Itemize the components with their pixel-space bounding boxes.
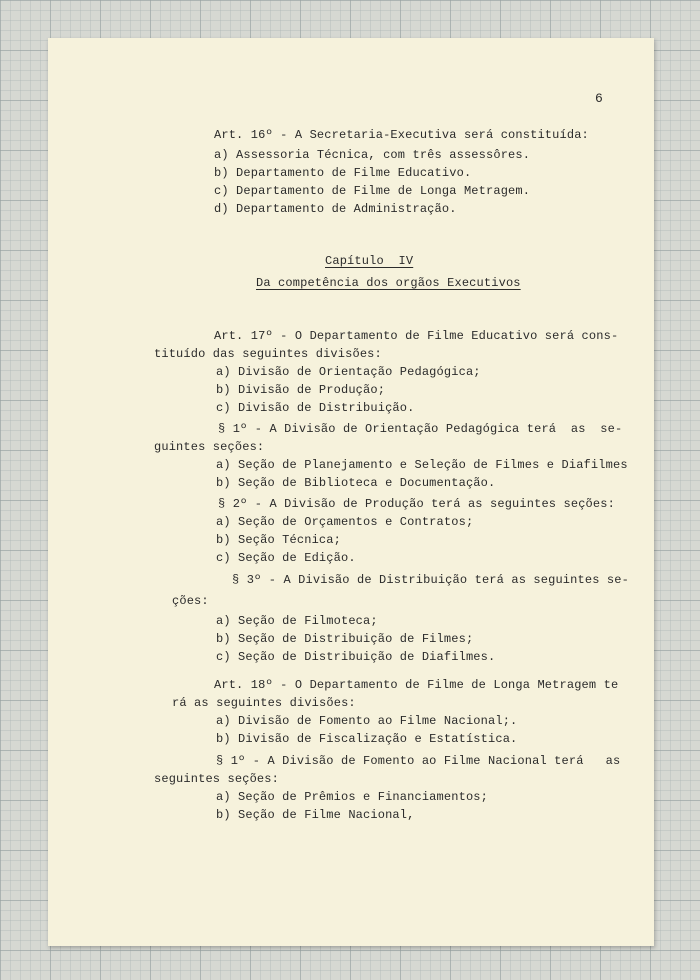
paragraph-line: ções: (172, 594, 209, 608)
list-item: b) Seção de Distribuição de Filmes; (216, 632, 474, 646)
article-16-heading: Art. 16º - A Secretaria-Executiva será constituída: (214, 128, 589, 142)
article-18-heading: Art. 18º - O Departamento de Filme de Longa Metragem te (214, 678, 619, 692)
section-paragraph: § 1º - A Divisão de Orientação Pedagógica terá as se- (218, 422, 623, 436)
list-item: c) Seção de Edição. (216, 551, 356, 565)
list-item: a) Seção de Prêmios e Financiamentos; (216, 790, 488, 804)
list-item: a) Seção de Orçamentos e Contratos; (216, 515, 474, 529)
list-item: b) Divisão de Fiscalização e Estatística. (216, 732, 518, 746)
page-number: 6 (595, 91, 603, 106)
section-paragraph: § 2º - A Divisão de Produção terá as seguintes seções: (218, 497, 615, 511)
list-item: b) Seção de Biblioteca e Documentação. (216, 476, 496, 490)
list-item: c) Seção de Distribuição de Diafilmes. (216, 650, 496, 664)
paragraph-line: rá as seguintes divisões: (172, 696, 356, 710)
paragraph-line: seguintes seções: (154, 772, 279, 786)
list-item: b) Seção de Filme Nacional, (216, 808, 415, 822)
list-item: b) Seção Técnica; (216, 533, 341, 547)
list-item: a) Divisão de Orientação Pedagógica; (216, 365, 481, 379)
list-item: d) Departamento de Administração. (214, 202, 457, 216)
list-item: a) Seção de Planejamento e Seleção de Filmes e Diafilmes (216, 458, 628, 472)
paragraph-line: tituído das seguintes divisões: (154, 347, 382, 361)
list-item: b) Divisão de Produção; (216, 383, 386, 397)
list-item: c) Departamento de Filme de Longa Metragem. (214, 184, 531, 198)
paragraph-line: guintes seções: (154, 440, 265, 454)
chapter-title: Capítulo IV (325, 254, 414, 268)
article-17-heading: Art. 17º - O Departamento de Filme Educativo será cons- (214, 329, 619, 343)
list-item: a) Seção de Filmoteca; (216, 614, 378, 628)
list-item: b) Departamento de Filme Educativo. (214, 166, 472, 180)
typewritten-page (48, 38, 654, 946)
list-item: c) Divisão de Distribuição. (216, 401, 415, 415)
section-paragraph: § 3º - A Divisão de Distribuição terá as seguintes se- (232, 573, 629, 587)
section-paragraph: § 1º - A Divisão de Fomento ao Filme Nacional terá as (216, 754, 621, 768)
chapter-subtitle: Da competência dos orgãos Executivos (256, 276, 521, 290)
list-item: a) Divisão de Fomento ao Filme Nacional;. (216, 714, 518, 728)
list-item: a) Assessoria Técnica, com três assessôres. (214, 148, 531, 162)
